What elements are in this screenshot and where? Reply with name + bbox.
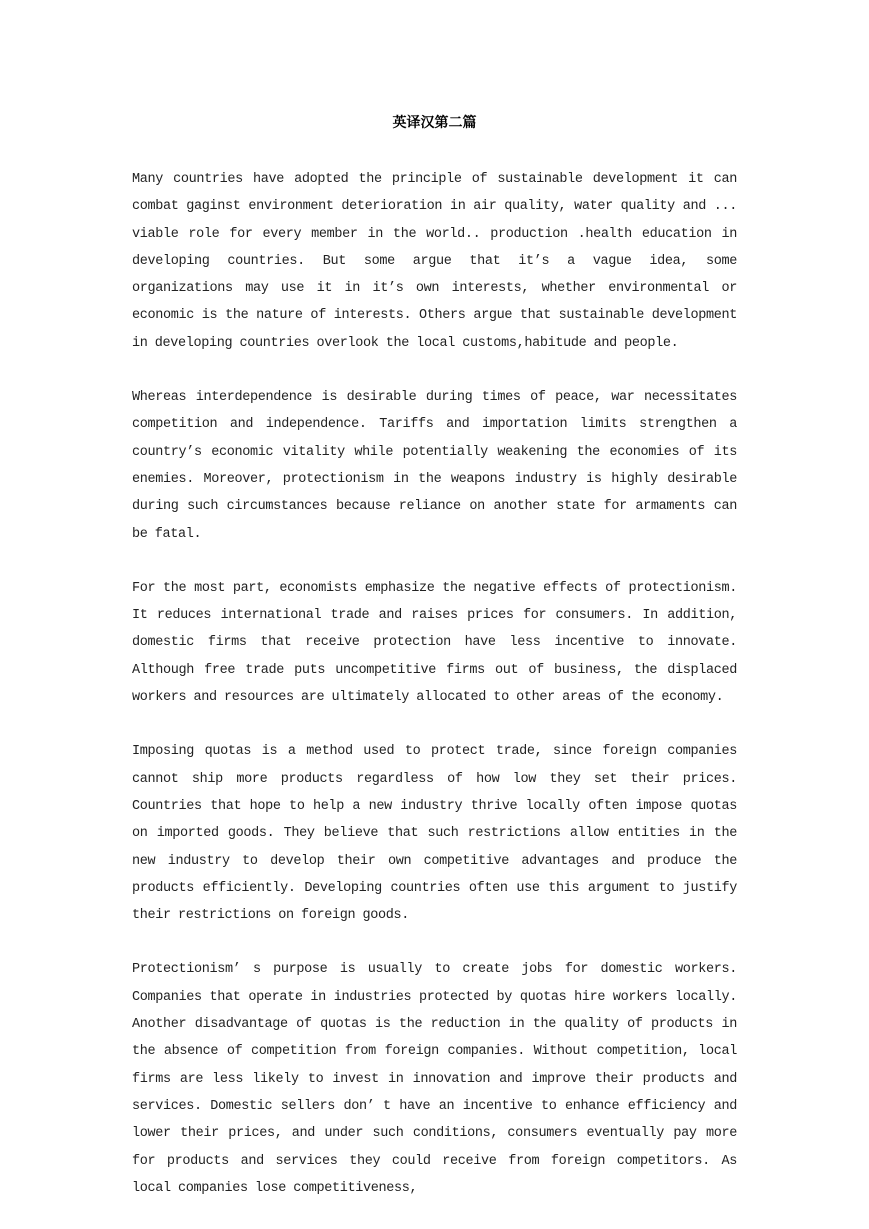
paragraph-quotas: Imposing quotas is a method used to protect trade, since foreign companies cannot ship more products regardless of how low they set their prices. Countries that hope to help a new industry thrive locally often impose quotas on imported goods. They believe that such restrictions allow entities in the new industry to develop their own competitive advantages and produce the products efficiently. Developing countries often use this argument to justify their restrictions on foreign goods.	[132, 744, 737, 924]
paragraph-war-protectionism: Whereas interdependence is desirable during times of peace, war necessitates competition and independence. Tariffs and importation limits strengthen a country’s economic vitality while potentially weakening the economies of its enemies. Moreover, protectionism in the weapons industry is highly desirable during such circumstances because reliance on another state for armaments can be fatal.	[132, 390, 737, 542]
paragraph-negative-effects: For the most part, economists emphasize the negative effects of protectionism. It reduces international trade and raises prices for consumers. In addition, domestic firms that receive protection have less incentive to innovate. Although free trade puts uncompetitive firms out of business, the displaced workers and resources are ultimately allocated to other areas of the economy.	[132, 580, 737, 706]
paragraph-sustainable-development: Many countries have adopted the principle of sustainable development it can combat gaginst environment deterioration in air quality, water quality and ... viable role for every member in the world.. production .health education in developing countries. But some argue that it’s a vague idea, some organizations may use it in it’s own interests, whether environmental or economic is the nature of interests. Others argue that sustainable development in developing countries overlook the local customs,habitude and people.	[132, 172, 737, 351]
document-body	[132, 166, 737, 1229]
paragraph-protectionism-purpose: Protectionism’ s purpose is usually to create jobs for domestic workers. Companies that operate in industries protected by quotas hire workers locally. Another disadvantage of quotas is the reduction in the quality of products in the absence of competition from foreign companies. Without competition, local firms are less likely to invest in innovation and improve their products and services. Domestic sellers don’ t have an incentive to enhance efficiency and lower their prices, and under such conditions, consumers eventually pay more for products and services they could receive from foreign competitors. As local companies lose competitiveness,	[132, 962, 737, 1196]
document-title: 英译汉第二篇	[392, 115, 477, 131]
